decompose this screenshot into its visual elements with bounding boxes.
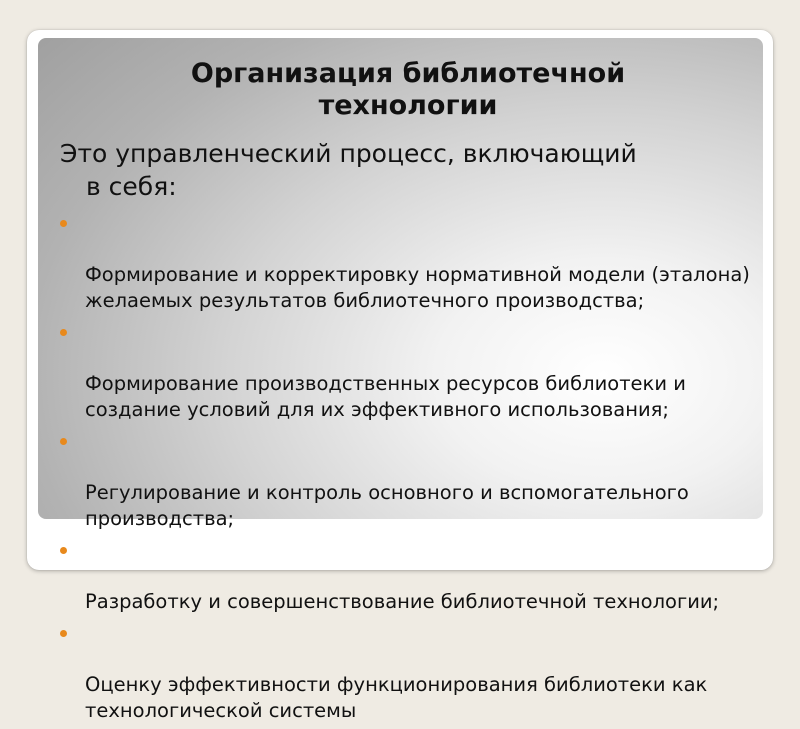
bullet-text: Разработку и совершенствование библиотечной технологии;	[85, 590, 720, 613]
orange-dot-bullet-icon	[60, 547, 67, 554]
slide-title-line-2: технологии	[318, 90, 498, 121]
slide-title-line-1: Организация библиотечной	[190, 58, 626, 89]
orange-dot-bullet-icon	[60, 630, 67, 637]
orange-dot-bullet-icon	[60, 438, 67, 445]
slide-intro-text: Это управленческий процесс, включающий в себя:	[60, 139, 637, 201]
bullet-text: Регулирование и контроль основного и вспомогательного производства;	[85, 481, 689, 530]
bullet-item	[60, 319, 750, 423]
orange-dot-bullet-icon	[60, 220, 67, 227]
bullet-item	[60, 428, 750, 532]
bullet-text: Оценку эффективности функционирования библиотеки как технологической системы	[85, 673, 708, 722]
bullet-text: Формирование производственных ресурсов библиотеки и создание условий для их эффективного использования;	[85, 372, 686, 421]
bullet-list	[60, 210, 750, 729]
orange-dot-bullet-icon	[60, 329, 67, 336]
bullet-item	[60, 537, 750, 615]
bullet-item	[60, 210, 750, 314]
slide-title	[38, 58, 778, 122]
bullet-item	[60, 620, 750, 724]
bullet-text: Формирование и корректировку нормативной модели (эталона) желаемых результатов библиотечного производства;	[85, 263, 750, 312]
